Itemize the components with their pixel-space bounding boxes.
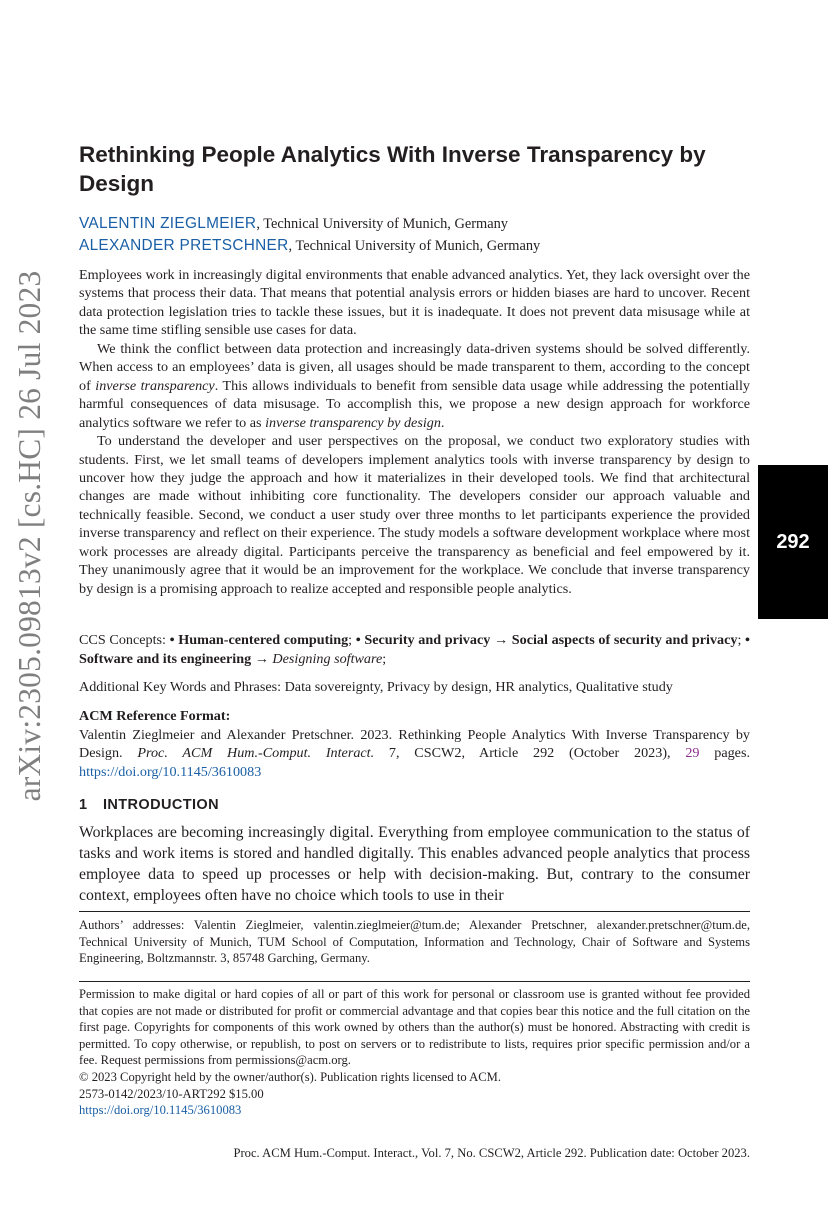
abstract-paragraph-2: [79, 340, 750, 432]
permission-text: Permission to make digital or hard copies of all or part of this work for personal or classroom use is granted without fee provided that copies are not made or distributed for profit or commercial advantage and that copies bear this notice and the full citation on the first page. Copyrights for components of this work owned by others than the author(s) must be honored. Abstracting with credit is permitted. To copy otherwise, or republish, to post on servers or to redistribute to lists, requires prior specific permission and/or a fee. Request permissions from permissions@acm.org.: [79, 987, 750, 1068]
page-number-tab: [758, 465, 828, 619]
keywords: Additional Key Words and Phrases: Data sovereignty, Privacy by design, HR analytics, Qualitative study: [79, 679, 673, 695]
author-name: VALENTIN ZIEGLMEIER: [79, 215, 257, 232]
author-1: [79, 214, 508, 234]
arxiv-identifier: arXiv:2305.09813v2 [cs.HC] 26 Jul 2023: [12, 270, 47, 802]
abstract-emphasis: inverse transparency by design: [265, 414, 441, 431]
author-affiliation: , Technical University of Munich, Germany: [256, 216, 509, 232]
issn-text: 2573-0142/2023/10-ART292 $15.00: [79, 1086, 264, 1101]
ccs-concept: Social aspects of security and privacy: [511, 632, 738, 648]
paper-title: Rethinking People Analytics With Inverse Transparency by Design: [79, 142, 706, 196]
page-footer: Proc. ACM Hum.-Comput. Interact., Vol. 7, No. CSCW2, Article 292. Publication date: October 2023.: [233, 1146, 750, 1160]
ccs-concept: • Software and its engineering: [79, 632, 750, 667]
abstract-text: .: [440, 414, 445, 431]
ccs-separator: ;: [737, 632, 746, 648]
ccs-separator: ;: [348, 632, 356, 648]
acm-reference-text: 7, CSCW2, Article 292 (October 2023),: [374, 745, 686, 762]
journal-name: Proc. ACM Hum.-Comput. Interact.: [137, 745, 375, 762]
permission-notice: [79, 986, 750, 1119]
section-title: INTRODUCTION: [103, 797, 219, 813]
arrow-icon: →: [251, 650, 273, 667]
doi-link[interactable]: https://doi.org/10.1145/3610083: [79, 763, 262, 780]
ccs-concept: • Human-centered computing: [169, 632, 349, 648]
permission-divider: [79, 981, 750, 982]
doi-footer-link[interactable]: https://doi.org/10.1145/3610083: [79, 1103, 242, 1118]
section-number: 1: [79, 797, 88, 813]
authors-address: Authors’ addresses: Valentin Zieglmeier, valentin.zieglmeier@tum.de; Alexander Pretschner, alexander.pretschner@tum.de, Technical University of Munich, TUM School of Computation, Information and Technology, Chair of Software and Systems Engineering, Boltzmannstr. 3, 85748 Garching, Germany.: [79, 918, 750, 966]
author-name: ALEXANDER PRETSCHNER: [79, 237, 289, 254]
abstract-text: . This allows individuals to benefit from sensible data usage while addressing the potentially harmful consequences of data misusage. To accomplish this, we propose a new design approach for workforce analytics software we refer to as: [79, 377, 750, 431]
ccs-concept: • Security and privacy: [355, 632, 491, 648]
ccs-concept: Designing software: [272, 650, 383, 667]
section-heading: [79, 797, 219, 813]
abstract-emphasis: inverse transparency: [95, 377, 215, 394]
footnote-divider: [79, 911, 750, 912]
page-number: 292: [776, 531, 810, 553]
page-count-link[interactable]: 29: [685, 745, 700, 762]
abstract: [79, 266, 750, 598]
ccs-label: CCS Concepts:: [79, 632, 170, 648]
author-2: [79, 236, 540, 256]
acm-reference-text: Valentin Zieglmeier and Alexander Pretschner. 2023. Rethinking People Analytics With Inverse Transparency by Design.: [79, 726, 750, 762]
author-affiliation: , Technical University of Munich, Germany: [288, 238, 541, 254]
arxiv-sidebar: [0, 236, 60, 836]
acm-reference-text: pages.: [699, 745, 750, 762]
abstract-text: We think the conflict between data protection and increasingly data-driven systems should be solved differently. When access to an employees’ data is given, all usages should be made transparent to them, according to the concept of: [79, 340, 750, 394]
copyright-text: © 2023 Copyright held by the owner/author(s). Publication rights licensed to ACM.: [79, 1069, 501, 1084]
abstract-paragraph-1: Employees work in increasingly digital environments that enable advanced analytics. Yet, they lack oversight over the systems that process their data. That means that potential analysis errors or hidden biases are hard to uncover. Recent data protection legislation tries to tackle these issues, but it is inadequate. It does not prevent data misusage while at the same time stifling sensible use cases for data.: [79, 267, 750, 339]
arrow-icon: →: [490, 632, 512, 648]
abstract-paragraph-3: To understand the developer and user perspectives on the proposal, we conduct two exploratory studies with students. First, we let small teams of developers implement analytics tools with inverse transparency by design to uncover how they judge the approach and how it materializes in their developed tools. We find that architectural changes are made without inhibiting core functionality. The developers consider our approach valuable and technically feasible. Second, we conduct a user study over three months to let participants experience the provided inverse transparency and reflect on their experience. The study models a software development workplace where most work processes are already digital. Participants perceive the transparency as beneficial and feel empowered by it. They unanimously agree that it would be an improvement for the workplace. We conclude that inverse transparency by design is a promising approach to realize accepted and responsible people analytics.: [79, 433, 750, 597]
ccs-separator: ;: [382, 650, 387, 667]
acm-reference-heading: ACM Reference Format:: [79, 708, 231, 724]
ccs-concepts: [79, 631, 750, 668]
acm-reference: [79, 707, 750, 781]
intro-paragraph: Workplaces are becoming increasingly digital. Everything from employee communication to the status of tasks and work items is stored and handled digitally. This enables advanced people analytics that process employee data to speed up processes or help with decision-making. But, contrary to the consumer context, employees often have no choice which tools to use in their: [79, 824, 750, 904]
